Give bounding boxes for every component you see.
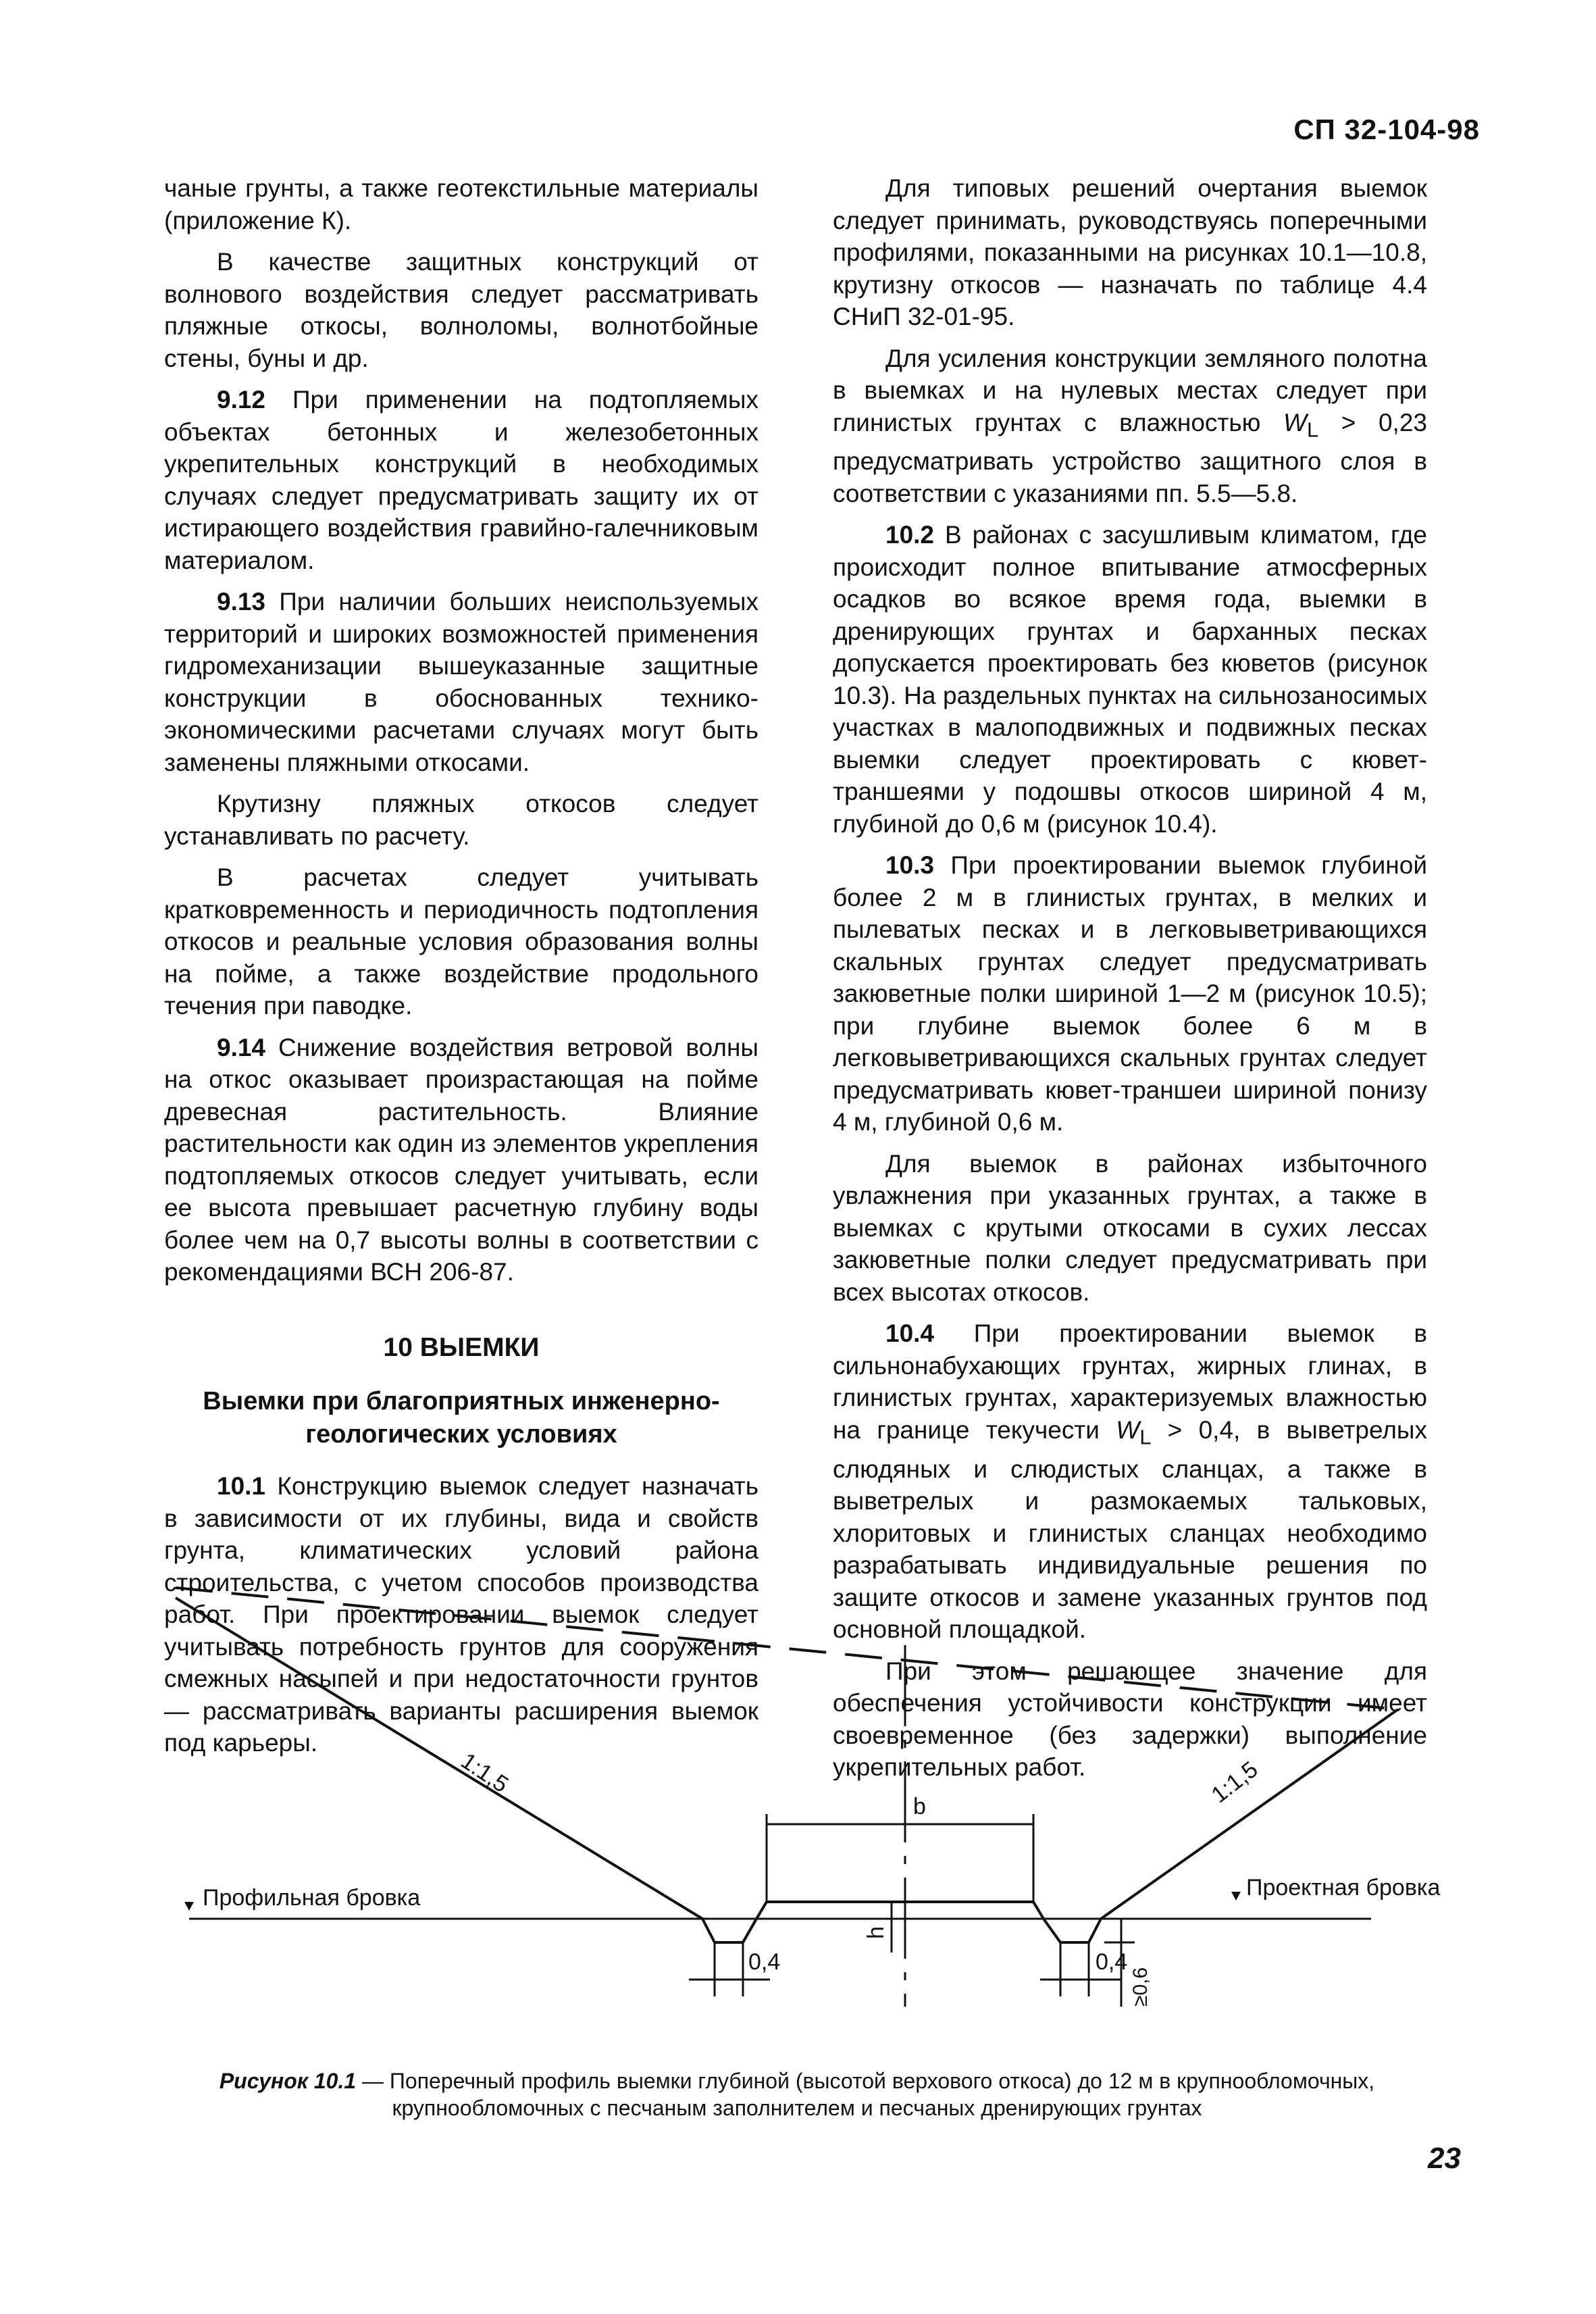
clause-number: 9.13 (217, 588, 266, 615)
clause-text: При проектировании выемок глубиной более 2 м в глинистых грунтах, в мелких и пылеватых песках и в легковыветривающихся скальных грунтах следует предусматривать закюветные полки шириной 1—2 м (рисунок 10.5); при глубине выемок более 6 м в легковыветривающихся скальных грунтах следует предусматривать кювет-траншеи шириной понизу 4 м, глубиной 0,6 м. (833, 851, 1427, 1136)
paragraph (833, 343, 1427, 510)
text-run: > 0,23 предусматривать устройство защитного слоя в соответствии с указаниями пп. 5.5—5.8. (833, 408, 1427, 507)
caption-label: Рисунок 10.1 (219, 2069, 357, 2093)
paragraph: Для типовых решений очертания выемок следует принимать, руководствуясь поперечными профилями, показанными на рисунках 10.1—10.8, крутизну откосов — назначать по таблице 4.4 СНиП 32-01-95. (833, 174, 1427, 330)
b-label: b (913, 1794, 926, 1819)
road-platform (756, 1902, 1044, 1919)
paragraph: В расчетах следует учитывать кратковременность и периодичность подтопления откосов и реальные условия образования волны на пойме, а также воздействие продольного течения при паводке. (164, 863, 758, 1020)
figure-caption (128, 2067, 1466, 2121)
right-ditch (1044, 1919, 1101, 1942)
symbol-subscript: L (1139, 1425, 1152, 1449)
left-slope-ratio: 1:1,5 (456, 1748, 513, 1798)
depth-06-label: ≥0,6 (1129, 1967, 1152, 2007)
cross-section-figure (162, 1574, 1486, 2047)
clause-number: 9.14 (217, 1033, 266, 1061)
design-edge-marker (1231, 1892, 1241, 1901)
profile-edge-label: Профильная бровка (203, 1885, 421, 1911)
right-column (833, 172, 1427, 1793)
h-label: h (863, 1926, 889, 1939)
page-number: 23 (1428, 2142, 1461, 2175)
paragraph: В качестве защитных конструкций от волнового воздействия следует рассматривать пляжные откосы, волноломы, волнотбойные стены, буны и др. (164, 248, 758, 372)
paragraph: При этом решающее значение для обеспечения устойчивости конструкции имеет своевременное (без задержки) выполнение укрепительных работ. (833, 1657, 1427, 1782)
clause-text: При применении на подтопляемых объектах бетонных и железобетонных укрепительных конструкций в необходимых случаях следует предусматривать защиту их от истирающего воздействия гравийно-галечниковым материалом. (164, 386, 758, 574)
paragraph-10-2 (833, 519, 1427, 840)
clause-text: При наличии больших неиспользуемых территорий и широких возможностей применения гидромеханизации вышеуказанные защитные конструкции в обоснованных технико-экономическими расчетами случаях могут быть заменены пляжными откосами. (164, 588, 758, 776)
clause-number: 9.12 (217, 386, 266, 413)
right-slope-ratio: 1:1,5 (1206, 1756, 1263, 1809)
profile-edge-marker (184, 1902, 194, 1911)
clause-number: 10.1 (217, 1472, 266, 1500)
ground-line (176, 1588, 1398, 1709)
paragraph: Крутизну пляжных откосов следует устанавливать по расчету. (164, 790, 758, 850)
section-title: 10 ВЫЕМКИ (383, 1332, 540, 1362)
clause-number: 10.2 (885, 521, 935, 549)
paragraph-9-14 (164, 1032, 758, 1288)
document-code: СП 32-104-98 (1293, 114, 1480, 145)
paragraph: чаные грунты, а также геотекстильные материалы (приложение К). (164, 174, 758, 234)
text-run: > 0,4, в выветрелых слюдяных и слюдистых сланцах, а также в выветрелых и размокаемых тальковых, хлоритовых и глинистых сланцах необходимо разрабатывать индивидуальные решения по защите откосов и замене указанных грунтов под основной площадкой. (833, 1415, 1428, 1644)
clause-number: 10.3 (885, 851, 935, 880)
left-column (164, 172, 758, 1769)
caption-text: — Поперечный профиль выемки глубиной (высотой верхового откоса) до 12 м в крупнообломочных, крупнообломочных с песчаным заполнителем и песчаных дренирующих грунтах (356, 2069, 1375, 2120)
left-slope-line (176, 1598, 702, 1919)
design-edge-label: Проектная бровка (1246, 1875, 1441, 1901)
clause-number: 10.4 (885, 1319, 935, 1348)
left-04-label: 0,4 (748, 1949, 781, 1975)
clause-text: В районах с засушливым климатом, где происходит полное впитывание атмосферных осадков во всякое время года, выемки в дренирующих грунтах и барханных песках допускается проектировать без кюветов (рисунок 10.3). На раздельных пунктах на сильнозаносимых участках в малоподвижных и подвижных песках выемки следует проектировать с кювет-траншеями у подошвы откосов шириной 4 м, глубиной до 0,6 м (рисунок 10.4). (833, 521, 1427, 838)
paragraph-9-12 (164, 384, 758, 576)
paragraph-10-3 (833, 849, 1427, 1138)
symbol-w: W (1283, 408, 1307, 436)
text-run: При проектировании выемок в сильнонабухающих грунтах, жирных глинах, в глинистых грунтах, характеризуемых влажностью на границе текучести (833, 1319, 1427, 1444)
clause-text: Снижение воздействия ветровой волны на откос оказывает произрастающая на пойме древесная растительность. Влияние растительности как один из элементов укрепления подтопляемых откосов следует учитывать, если ее высота превышает расчетную глубину воды более чем на 0,7 высоты волны в соответствии с рекомендациями ВСН 206-87. (164, 1033, 758, 1286)
symbol-subscript: L (1306, 417, 1319, 441)
symbol-w: W (1116, 1415, 1140, 1444)
subsection-title: Выемки при благоприятных инженерно-геологических условиях (203, 1387, 720, 1449)
text-run: Для усиления конструкции земляного полотна в выемках и на нулевых местах следует при глинистых грунтах с влажностью (833, 344, 1427, 436)
paragraph: Для выемок в районах избыточного увлажнения при указанных грунтах, а также в выемках с крутыми откосами в сухих лессах закюветные полки следует предусматривать при всех высотах откосов. (833, 1149, 1427, 1306)
right-04-label: 0,4 (1096, 1949, 1128, 1975)
left-ditch (702, 1919, 756, 1942)
paragraph-9-13 (164, 586, 758, 778)
clause-text: Конструкцию выемок следует назначать в зависимости от их глубины, вида и свойств грунта, климатических условий района строительства, с учетом способов производства работ. При проектировании выемок следует учитывать потребность грунтов для сооружения смежных насыпей и при недостаточности грунтов — рассматривать варианты расширения выемок под карьеры. (164, 1472, 758, 1757)
